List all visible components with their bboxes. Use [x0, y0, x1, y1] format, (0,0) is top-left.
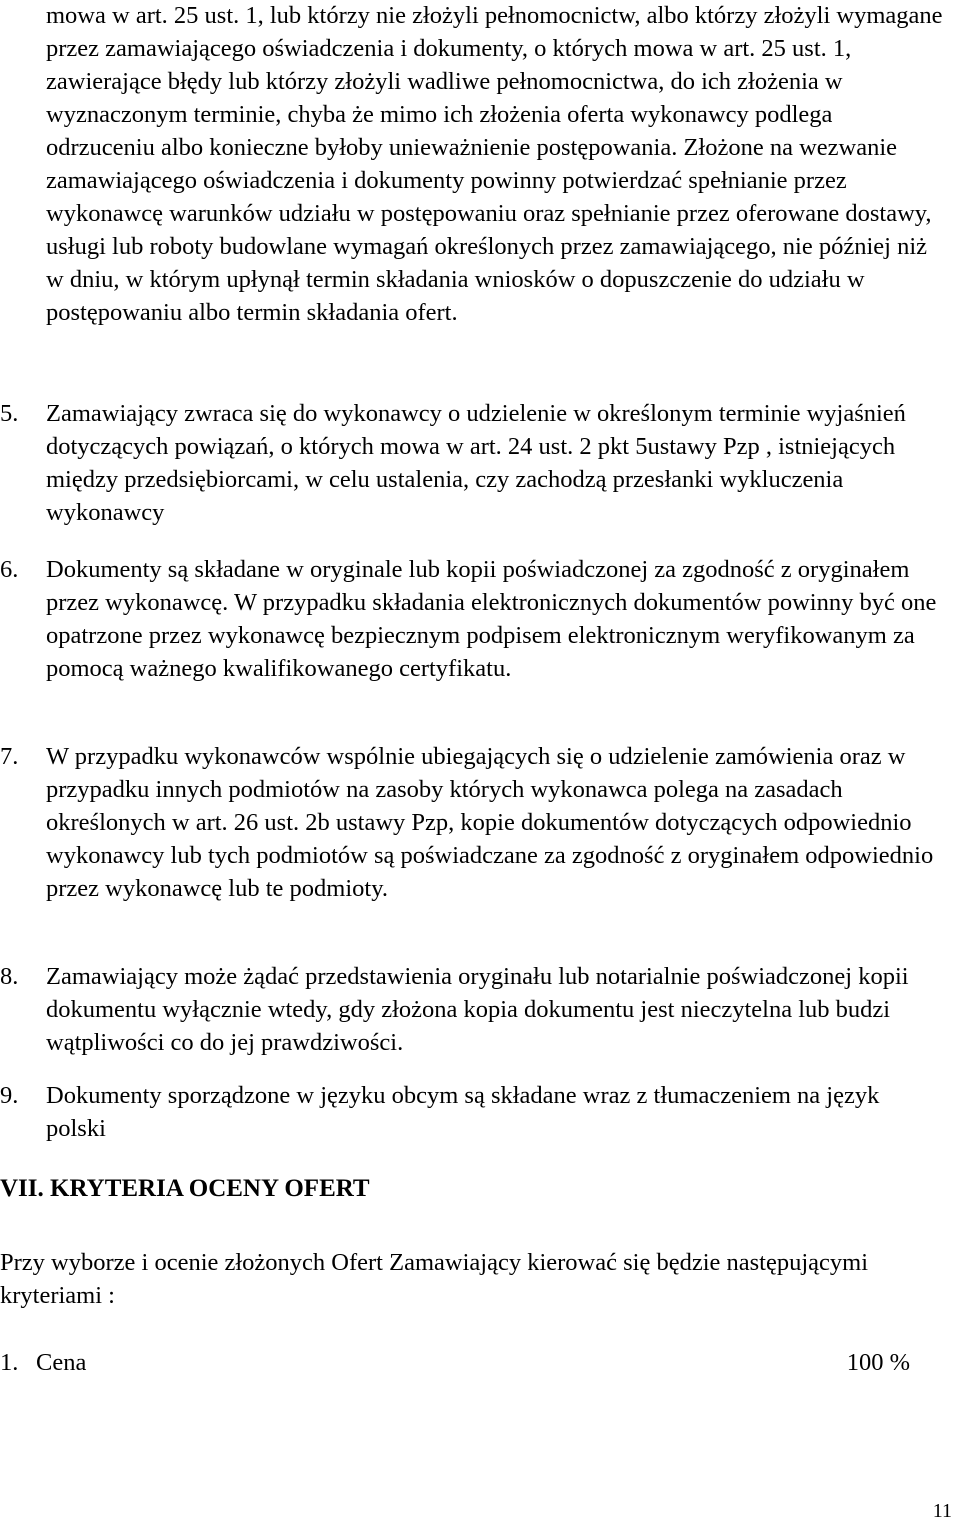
- list-item-6: [0, 553, 940, 685]
- list-item-9: [0, 1079, 940, 1145]
- list-item-number: 5.: [0, 400, 19, 427]
- list-item-text: Zamawiający może żądać przedstawienia oryginału lub notarialnie poświadczonej kopii dokumentu wyłącznie wtedy, gdy złożona kopia dokumentu jest nieczytelna lub budzi wątpliwości co do jej prawdziwości.: [46, 963, 909, 1056]
- criterion-number: 1.: [0, 1349, 19, 1376]
- list-item-7: [0, 740, 940, 905]
- criterion-row: [0, 1346, 910, 1379]
- page-number: 11: [932, 1500, 952, 1522]
- list-item-text: W przypadku wykonawców wspólnie ubiegających się o udzielenie zamówienia oraz w przypadku innych podmiotów na zasoby których wykonawca polega na zasadach określonych w art. 26 ust. 2b ustawy Pzp, kopie dokumentów dotyczących odpowiednio wykonawcy lub tych podmiotów są poświadczane za zgodność z oryginałem odpowiednio przez wykonawcę lub te podmioty.: [46, 743, 934, 902]
- list-item-number: 8.: [0, 963, 19, 990]
- section-intro: Przy wyborze i ocenie złożonych Ofert Zamawiający kierować się będzie następującymi kryteriami :: [0, 1249, 869, 1309]
- list-item-text: Dokumenty są składane w oryginale lub kopii poświadczonej za zgodność z oryginałem przez wykonawcę. W przypadku składania elektronicznych dokumentów powinny być one opatrzone przez wykonawcę bezpiecznym podpisem elektronicznym weryfikowanym za pomocą ważnego kwalifikowanego certyfikatu.: [46, 556, 937, 682]
- list-item-5: [0, 397, 940, 529]
- list-item-text: Dokumenty sporządzone w języku obcym są składane wraz z tłumaczeniem na język polski: [46, 1082, 880, 1142]
- criterion-weight: 100 %: [846, 1349, 910, 1376]
- criterion-name: Cena: [36, 1349, 87, 1376]
- list-item-number: 9.: [0, 1082, 19, 1109]
- section-heading: VII. KRYTERIA OCENY OFERT: [0, 1175, 370, 1202]
- list-item-text: Zamawiający zwraca się do wykonawcy o udzielenie w określonym terminie wyjaśnień dotyczących powiązań, o których mowa w art. 24 ust. 2 pkt 5ustawy Pzp , istniejących między przedsiębiorcami, w celu ustalenia, czy zachodzą przesłanki wykluczenia wykonawcy: [46, 400, 906, 526]
- list-item-number: 6.: [0, 556, 19, 583]
- list-item-number: 7.: [0, 743, 19, 770]
- list-item-8: [0, 960, 940, 1059]
- continuation-paragraph: mowa w art. 25 ust. 1, lub którzy nie złożyli pełnomocnictw, albo którzy złożyli wymagane przez zamawiającego oświadczenia i dokumenty, o których mowa w art. 25 ust. 1, zawierające błędy lub którzy złożyli wadliwe pełnomocnictwa, do ich złożenia w wyznaczonym terminie, chyba że mimo ich złożenia oferta wykonawcy podlega odrzuceniu albo konieczne byłoby unieważnienie postępowania. Złożone na wezwanie zamawiającego oświadczenia i dokumenty powinny potwierdzać spełnianie przez wykonawcę warunków udziału w postępowaniu oraz spełnianie przez oferowane dostawy, usługi lub roboty budowlane wymagań określonych przez zamawiającego, nie później niż w dniu, w którym upłynął termin składania wniosków o dopuszczenie do udziału w postępowaniu albo termin składania ofert.: [46, 2, 943, 326]
